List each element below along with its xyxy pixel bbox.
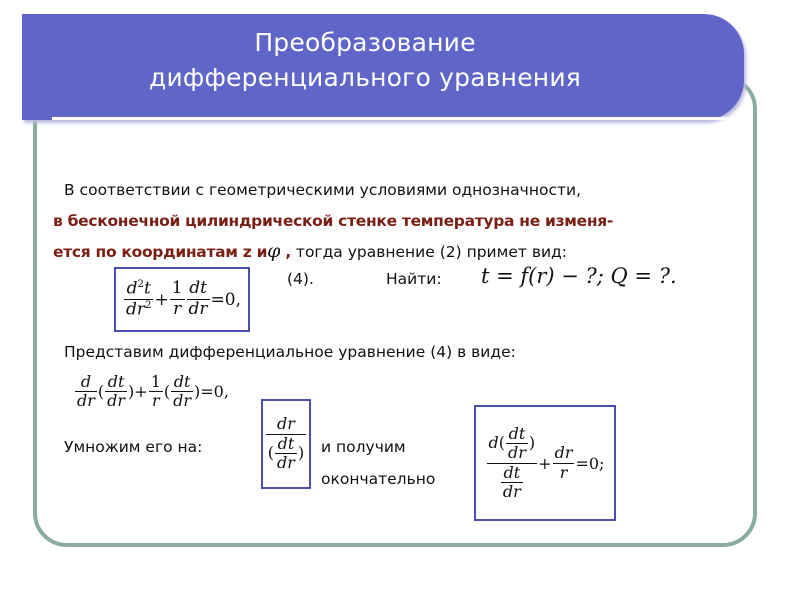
- comma: ,: [285, 243, 291, 261]
- finally-label: окончательно: [321, 470, 436, 488]
- final-equation-box: [474, 405, 616, 521]
- paragraph-line3-highlight: ется по координатам z и: [53, 243, 268, 261]
- equation-number: (4).: [287, 270, 314, 288]
- and-get-label: и получим: [321, 438, 406, 456]
- paragraph-2: Представим дифференциальное уравнение (4) в виде:: [64, 343, 516, 361]
- slide-title-line2: дифференциального уравнения: [148, 63, 582, 92]
- paragraph-line2-highlight: в бесконечной цилиндрической стенке температура не изменя-: [53, 212, 614, 230]
- equation-4-box: [114, 267, 250, 332]
- slide-title-line1: Преобразование: [254, 28, 476, 57]
- paragraph-line1: В соответствии с геометрическими условиями однозначности,: [64, 181, 581, 199]
- multiplier-box: [261, 399, 311, 489]
- multiply-label: Умножим его на:: [64, 438, 203, 456]
- multiplier-formula: dr ( $\frac{dt}{dr}$ ): [267, 414, 305, 473]
- phi-symbol: φ: [267, 240, 281, 262]
- equation-4: $\frac{d^2t}{dr^2}$ + $\frac{1}{r}$ $\frac{dt}{dr}$ =0,: [125, 278, 242, 320]
- equation-expanded: $\frac{d}{dr}$ ( $\frac{dt}{dr}$ )+ $\frac{1}{r}$ ( $\frac{dt}{dr}$ )=0,: [77, 372, 229, 411]
- final-equation: d ( $\frac{dt}{dr}$ ) $\frac{dt}{dr}$ + $\frac{dr}{r}$ =0;: [488, 423, 605, 501]
- find-label: Найти:: [386, 270, 442, 288]
- title-underline: [52, 117, 730, 120]
- paragraph-line3: [53, 240, 567, 262]
- paragraph-line3-rest: тогда уравнение (2) примет вид:: [295, 243, 567, 261]
- find-expression: t = f(r) − ?; Q = ?.: [481, 264, 677, 288]
